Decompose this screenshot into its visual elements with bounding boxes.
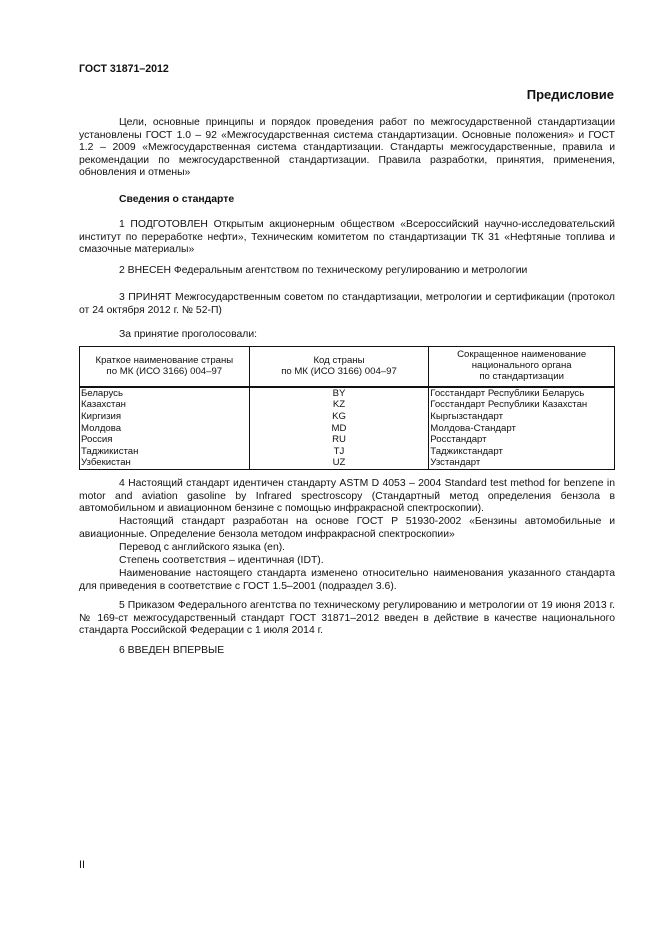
- country-cell: Россия: [80, 434, 250, 446]
- body-cell: Узстандарт: [429, 457, 615, 469]
- country-cell: Беларусь: [80, 387, 250, 400]
- item-3-adopted: 3 ПРИНЯТ Межгосударственным советом по стандартизации, метрологии и сертификации (протокол от 24 октября 2012 г. № 52-П): [79, 292, 615, 316]
- country-cell: Узбекистан: [80, 457, 250, 469]
- body-cell: Таджикстандарт: [429, 446, 615, 458]
- voted-label: За принятие проголосовали:: [119, 329, 258, 340]
- country-cell: Казахстан: [80, 399, 250, 411]
- header-line: национального органа: [471, 360, 572, 372]
- country-cell: Таджикистан: [80, 446, 250, 458]
- item-6-first-introduced: 6 ВВЕДЕН ВПЕРВЫЕ: [119, 645, 225, 656]
- code-cell: MD: [249, 422, 429, 434]
- intro-paragraph: Цели, основные принципы и порядок проведения работ по межгосударственной стандартизации установлены ГОСТ 1.0 – 92 «Межгосударственная система стандартизации. Основные положения» и ГОСТ 1.2 – 2009 «Межгосударственная система стандартизации. Стандарты межгосударственные, правила и рекомендации по межгосударственной стандартизации. Правила разработки, принятия, применения, обновления и отмены»: [79, 117, 615, 179]
- code-cell: TJ: [249, 446, 429, 458]
- item-4-name-change: Наименование настоящего стандарта изменено относительно наименования указанного стандарта для приведения в соответствие с ГОСТ 1.5–2001 (подраздел 3.6).: [79, 568, 615, 592]
- voting-countries-table: [79, 346, 615, 470]
- item-4-translation: Перевод с английского языка (en).: [119, 542, 286, 553]
- item-1-prepared: 1 ПОДГОТОВЛЕН Открытым акционерным обществом «Всероссийский научно-исследовательский институт по переработке нефти», Техническим комитетом по стандартизации ТК 31 «Нефтяные топлива и смазочные материалы»: [79, 219, 615, 256]
- item-4-identical: 4 Настоящий стандарт идентичен стандарту ASTM D 4053 – 2004 Standard test method for benzene in motor and aviation gasoline by Infrared spectroscopy (Стандартный метод определения бензола в автомобильном и авиационном бензине с помощью инфракрасной спектроскопии).: [79, 478, 615, 515]
- item-2-introduced: 2 ВНЕСЕН Федеральным агентством по техническому регулированию и метрологии: [119, 265, 528, 276]
- code-cell: RU: [249, 434, 429, 446]
- section-heading: Сведения о стандарте: [119, 194, 235, 205]
- item-4-conformity: Степень соответствия – идентичная (IDT).: [119, 555, 324, 566]
- header-line: по МК (ИСО 3166) 004–97: [106, 365, 223, 377]
- table-row: [80, 446, 615, 458]
- header-line: по стандартизации: [479, 371, 564, 383]
- table-header-row: [80, 347, 615, 387]
- table-row: [80, 411, 615, 423]
- standard-code-header: ГОСТ 31871–2012: [79, 63, 169, 75]
- item-4-based-on: Настоящий стандарт разработан на основе ГОСТ Р 51930-2002 «Бензины автомобильные и авиационные. Определение бензола методом инфракрасной спектроскопии»: [79, 516, 615, 540]
- table-row: [80, 457, 615, 469]
- code-cell: BY: [249, 387, 429, 400]
- body-cell: Молдова-Стандарт: [429, 422, 615, 434]
- country-cell: Киргизия: [80, 411, 250, 423]
- header-country-name: [80, 347, 250, 387]
- table-row: [80, 399, 615, 411]
- page-title-text: Предисловие: [526, 87, 614, 102]
- header-line: Краткое наименование страны: [95, 354, 234, 366]
- header-line: Код страны: [313, 354, 365, 366]
- body-cell: Кыргызстандарт: [429, 411, 615, 423]
- header-national-body: [429, 347, 615, 387]
- header-line: Сокращенное наименование: [457, 349, 587, 360]
- body-cell: Госстандарт Республики Казахстан: [429, 399, 615, 411]
- code-cell: UZ: [249, 457, 429, 469]
- code-cell: KZ: [249, 399, 429, 411]
- page-number: II: [79, 859, 85, 871]
- item-5-order: 5 Приказом Федерального агентства по техническому регулированию и метрологии от 19 июня 2013 г. № 169-ст межгосударственный стандарт ГОСТ 31871–2012 введен в действие в качестве национального стандарта Российской Федерации с 1 июля 2014 г.: [79, 600, 615, 637]
- table-row: [80, 387, 615, 400]
- header-line: по МК (ИСО 3166) 004–97: [281, 365, 397, 377]
- header-country-code: [249, 347, 429, 387]
- country-cell: Молдова: [80, 422, 250, 434]
- table-row: [80, 434, 615, 446]
- body-cell: Госстандарт Республики Беларусь: [429, 387, 615, 400]
- page-title: [0, 89, 614, 102]
- table-row: [80, 422, 615, 434]
- body-cell: Росстандарт: [429, 434, 615, 446]
- code-cell: KG: [249, 411, 429, 423]
